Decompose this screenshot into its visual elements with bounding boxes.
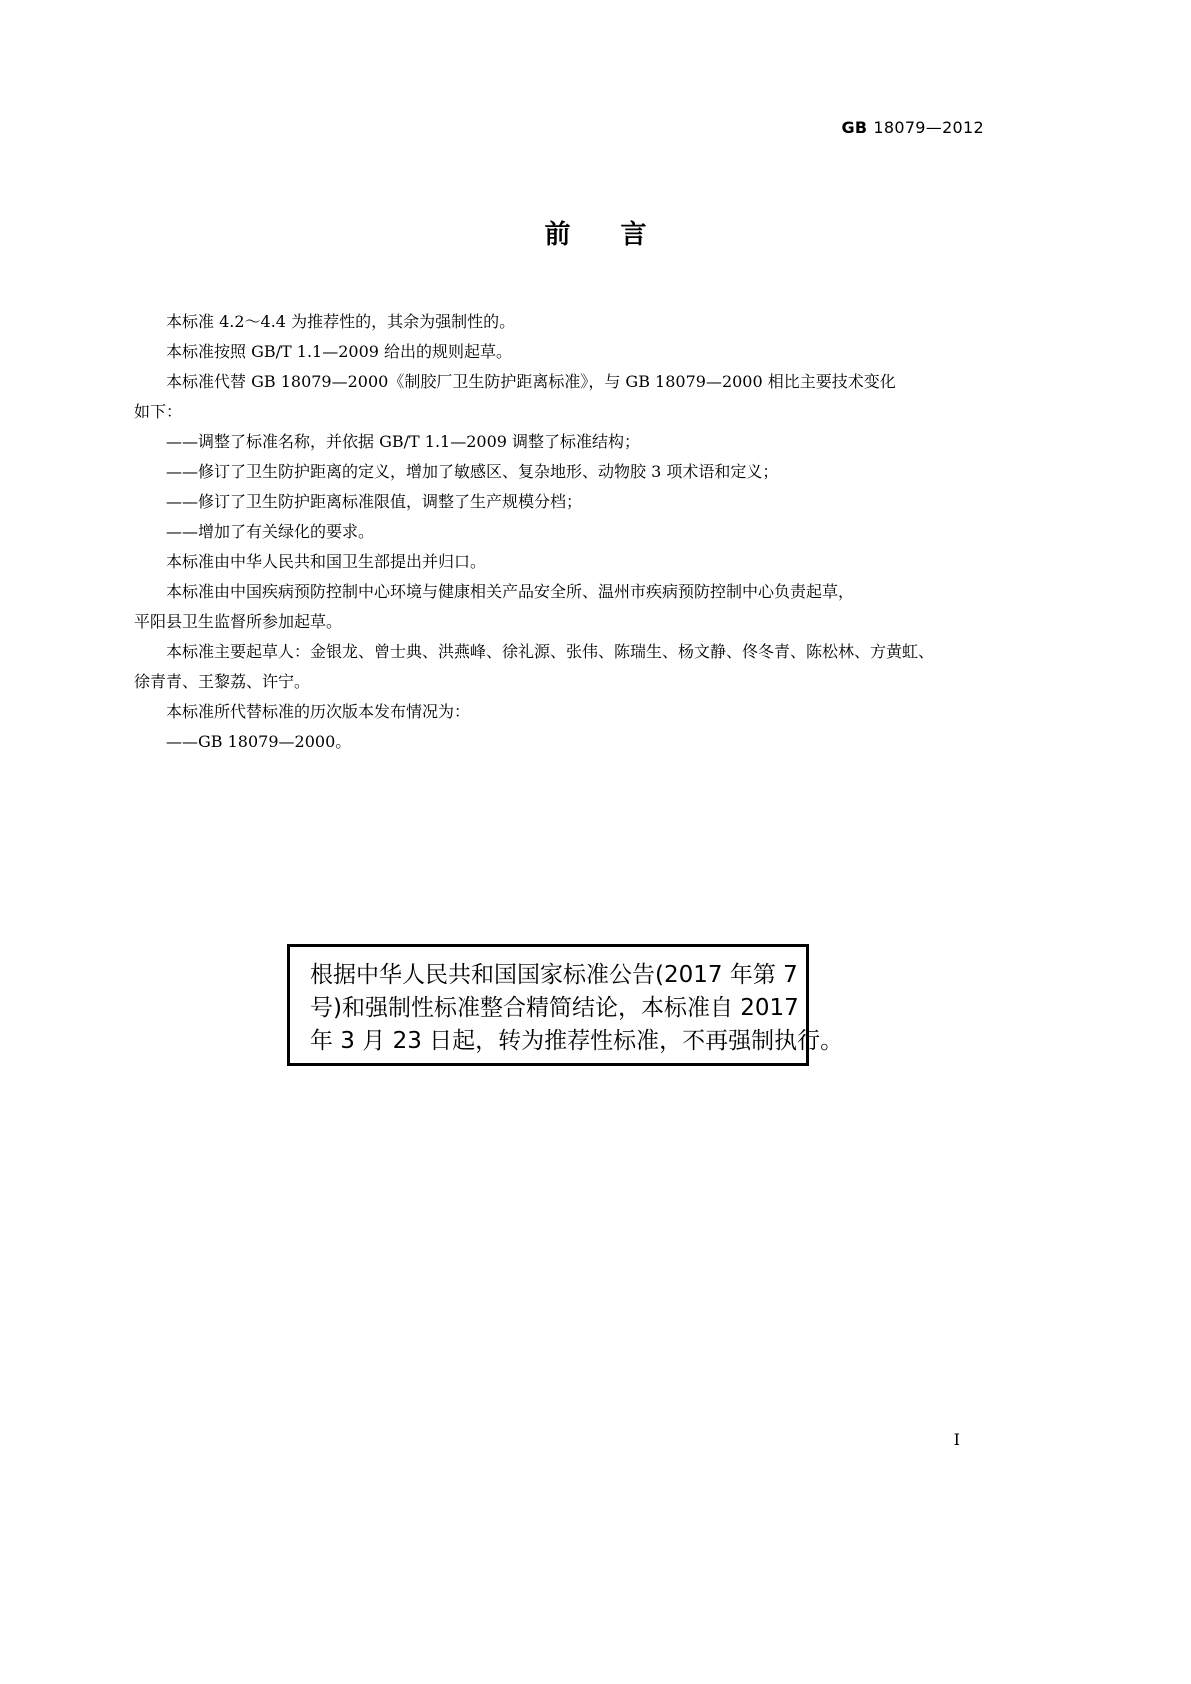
page-number: I	[953, 1430, 960, 1449]
standard-prefix: GB	[841, 118, 868, 137]
paragraph-replacement-line1: 本标准代替 GB 18079—2000《制胶厂卫生防护距离标准》，与 GB 18079—2000 相比主要技术变化	[166, 372, 896, 391]
change-item: ——调整了标准名称，并依据 GB/T 1.1—2009 调整了标准结构；	[166, 432, 641, 451]
paragraph-scope: 本标准 4.2～4.4 为推荐性的，其余为强制性的。	[166, 312, 516, 331]
mandatory-status-notice	[287, 944, 844, 1066]
paragraph-replacement-line2: 如下：	[134, 402, 183, 421]
paragraph-drafters-line2: 徐青青、王黎荔、许宁。	[134, 672, 311, 691]
paragraph-drafters-line1: 本标准主要起草人：金银龙、曾士典、洪燕峰、徐礼源、张伟、陈瑞生、杨文静、佟冬青、陈松林、方黄虹、	[166, 642, 935, 661]
change-item: ——增加了有关绿化的要求。	[166, 522, 375, 541]
paragraph-drafting-units-line1: 本标准由中国疾病预防控制中心环境与健康相关产品安全所、温州市疾病预防控制中心负责起草，	[166, 582, 855, 601]
paragraph-version-history: 本标准所代替标准的历次版本发布情况为：	[166, 702, 471, 721]
paragraph-proposer: 本标准由中华人民共和国卫生部提出并归口。	[166, 552, 487, 571]
notice-line: 年 3 月 23 日起，转为推荐性标准，不再强制执行。	[310, 1028, 844, 1054]
paragraph-drafting-rules: 本标准按照 GB/T 1.1—2009 给出的规则起草。	[166, 342, 513, 361]
previous-version-item: ——GB 18079—2000。	[166, 732, 352, 751]
page-heading: 前言	[544, 220, 697, 250]
standard-number	[841, 118, 984, 137]
notice-line: 号)和强制性标准整合精简结论，本标准自 2017	[310, 995, 799, 1021]
paragraph-drafting-units-line2: 平阳县卫生监督所参加起草。	[134, 612, 343, 631]
foreword-body	[134, 307, 1064, 757]
notice-line: 根据中华人民共和国国家标准公告(2017 年第 7	[310, 962, 798, 988]
change-item: ——修订了卫生防护距离的定义，增加了敏感区、复杂地形、动物胶 3 项术语和定义；	[166, 462, 779, 481]
change-item: ——修订了卫生防护距离标准限值，调整了生产规模分档；	[166, 492, 583, 511]
standard-code: 18079—2012	[873, 118, 984, 137]
